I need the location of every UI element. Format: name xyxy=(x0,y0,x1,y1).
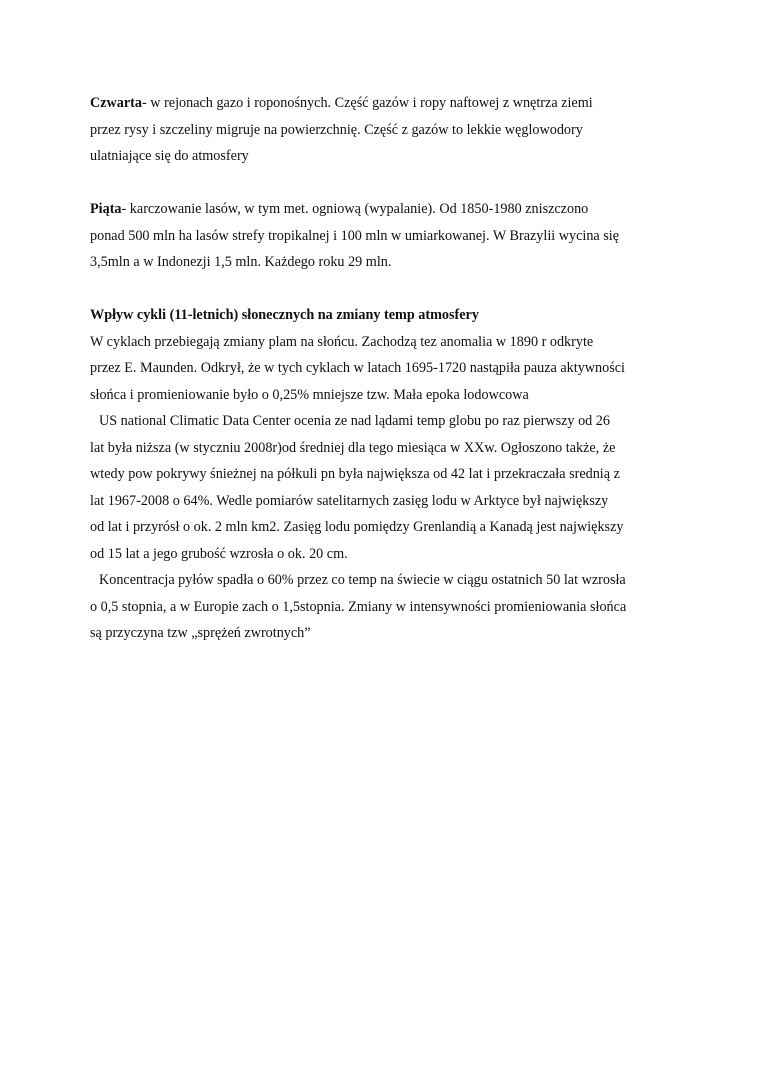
text-line: W cyklach przebiegają zmiany plam na słońcu. Zachodzą tez anomalia w 1890 r odkryte xyxy=(90,333,594,350)
text-line: słońca i promieniowanie było o 0,25% mniejsze tzw. Mała epoka lodowcowa xyxy=(90,386,529,403)
text-segment: - karczowanie lasów, w tym met. ogniową (wypalanie). Od 1850-1980 zniszczono xyxy=(121,201,589,217)
text-line: 3,5mln a w Indonezji 1,5 mln. Każdego roku 29 mln. xyxy=(90,254,392,270)
text-line: od 15 lat a jego grubość wzrosła o ok. 20 cm. xyxy=(90,545,348,562)
text-line xyxy=(90,196,680,223)
text-line: ponad 500 mln ha lasów strefy tropikalnej i 100 mln w umiarkowanej. W Brazylii wycina się xyxy=(90,227,620,244)
paragraph-spacer xyxy=(90,276,680,303)
text-line: są przyczyna tzw „sprężeń zwrotnych” xyxy=(90,625,311,641)
paragraph-label-piata: Piąta xyxy=(90,201,122,217)
text-segment: - w rejonach gazo i roponośnych. Część gazów i ropy naftowej z wnętrza ziemi xyxy=(142,95,593,111)
text-line: o 0,5 stopnia, a w Europie zach o 1,5stopnia. Zmiany w intensywności promieniowania słońca xyxy=(90,598,627,615)
text-line: lat była niższa (w styczniu 2008r)od średniej dla tego miesiąca w XXw. Ogłoszono także, że xyxy=(90,439,616,456)
text-line: wtedy pow pokrywy śnieżnej na półkuli pn była największa od 42 lat i przekraczała srednią z xyxy=(90,466,620,482)
paragraph-czwarta xyxy=(90,90,680,170)
paragraph-spacer xyxy=(90,170,680,197)
section-heading xyxy=(90,302,680,329)
text-line xyxy=(90,90,680,117)
paragraph-dust xyxy=(90,567,680,647)
document-body xyxy=(90,90,680,647)
paragraph-label-czwarta: Czwarta xyxy=(90,95,142,111)
text-line: od lat i przyrósł o ok. 2 mln km2. Zasięg lodu pomiędzy Grenlandią a Kanadą jest największy xyxy=(90,519,624,535)
text-line: US national Climatic Data Center ocenia ze nad lądami temp globu po raz pierwszy od 26 xyxy=(99,413,610,429)
text-line: lat 1967-2008 o 64%. Wedle pomiarów satelitarnych zasięg lodu w Arktyce był największy xyxy=(90,492,609,509)
paragraph-us-climatic xyxy=(90,408,680,567)
section-heading-text: Wpływ cykli (11-letnich) słonecznych na zmiany temp atmosfery xyxy=(90,307,479,323)
text-line: przez E. Maunden. Odkrył, że w tych cyklach w latach 1695-1720 nastąpiła pauza aktywności xyxy=(90,360,625,376)
paragraph-cycles xyxy=(90,329,680,409)
paragraph-piata xyxy=(90,196,680,276)
text-line: Koncentracja pyłów spadła o 60% przez co temp na świecie w ciągu ostatnich 50 lat wzrosła xyxy=(99,572,626,588)
section-heading-block xyxy=(90,302,680,329)
text-line: przez rysy i szczeliny migruje na powierzchnię. Część z gazów to lekkie węglowodory xyxy=(90,121,583,138)
text-line: ulatniające się do atmosfery xyxy=(90,148,249,164)
